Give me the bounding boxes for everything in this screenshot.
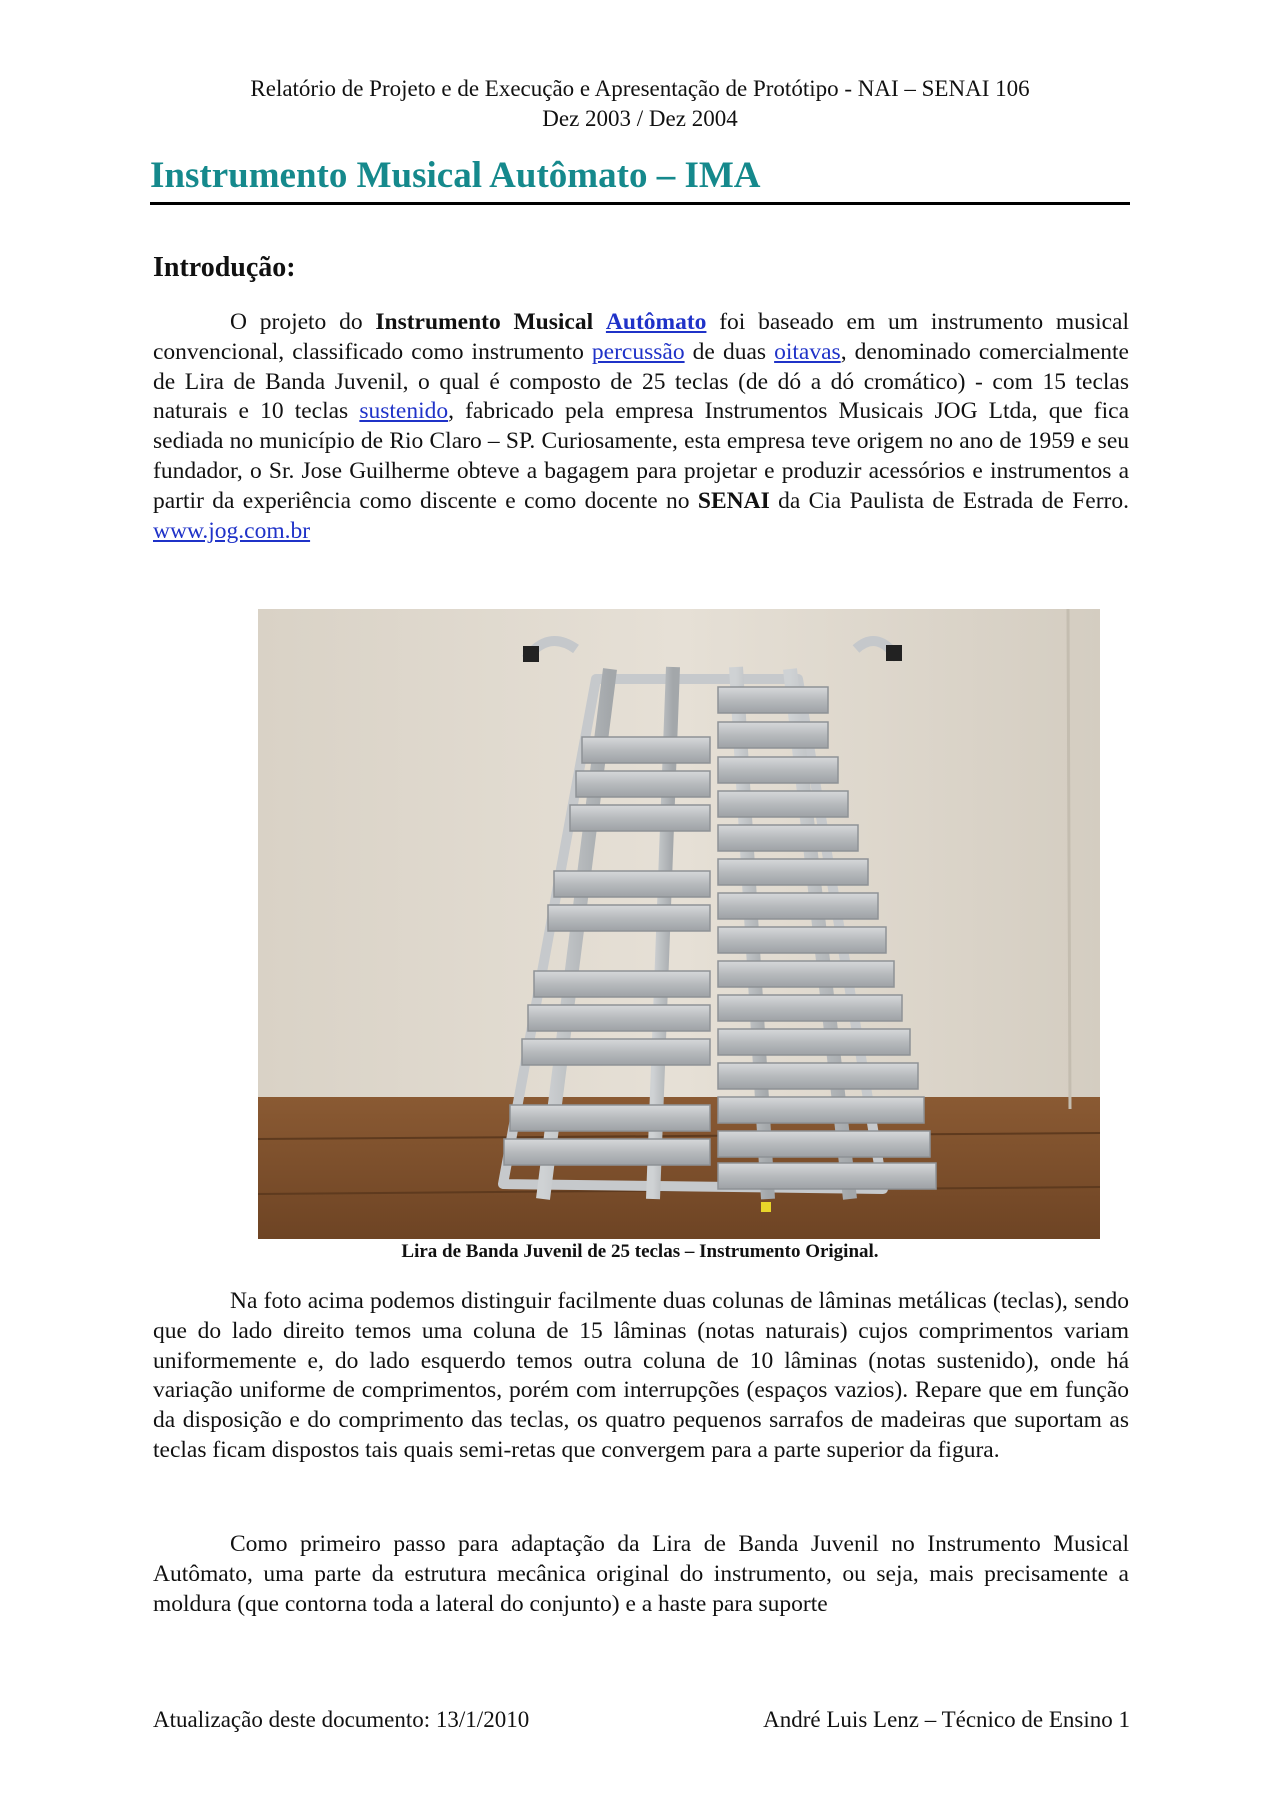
intro-paragraph xyxy=(153,308,1129,546)
intro-text-5: , denominado comercialmente de Lira de Banda Juvenil, o qual é composto de 25 teclas (de dó a dó cromático) - com 15 teclas naturais e 10 teclas xyxy=(153,338,1129,425)
header-line-1: Relatório de Projeto e de Execução e Apresentação de Protótipo - NAI – SENAI 106 xyxy=(250,76,1030,101)
document-title: Instrumento Musical Autômato – IMA xyxy=(150,155,761,196)
paragraph-photo-description: Na foto acima podemos distinguir facilmente duas colunas de lâminas metálicas (teclas), sendo que do lado direito temos uma coluna de 15 lâminas (notas naturais) cujos comprimentos variam uniformemente e, do lado esquerdo temos outra coluna de 10 lâminas (notas sustenido), onde há variação uniforme de comprimentos, porém com interrupções (espaços vazios). Repare que em função da disposição e do comprimento das teclas, os quatro pequenos sarrafos de madeiras que suportam as teclas ficam dispostos tais quais semi-retas que convergem para a parte superior da figura. xyxy=(153,1288,1129,1463)
link-automato[interactable]: Autômato xyxy=(605,309,707,335)
intro-bold-instrument: Instrumento Musical xyxy=(375,309,594,335)
footer-author-page: André Luis Lenz – Técnico de Ensino 1 xyxy=(763,1707,1130,1732)
intro-bold-senai: SENAI xyxy=(697,487,770,514)
link-percussao[interactable]: percussão xyxy=(591,338,685,365)
running-header xyxy=(150,74,1130,134)
link-sustenido[interactable]: sustenido xyxy=(359,398,449,425)
section-heading: Introdução: xyxy=(153,252,296,283)
header-line-2: Dez 2003 / Dez 2004 xyxy=(542,106,738,131)
intro-text-4: de duas xyxy=(684,338,775,365)
link-jog-website[interactable]: www.jog.com.br xyxy=(153,517,311,544)
intro-text-6: , fabricado pela empresa Instrumentos Musicais JOG Ltda, que fica sediada no município de Rio Claro – SP. Curiosamente, esta empresa teve origem no ano de 1959 e seu fundador, o Sr. Jose Guilherme obteve a bagagem para projetar e produzir acessórios e instrumentos a partir da experiência como discente e como docente no xyxy=(153,398,1129,514)
intro-text-7: da Cia Paulista de Estrada de Ferro. xyxy=(769,487,1129,514)
photo-caption: Lira de Banda Juvenil de 25 teclas – Instrumento Original. xyxy=(401,1241,879,1262)
intro-text-1: O projeto do xyxy=(230,309,376,335)
title-block xyxy=(150,154,1130,205)
link-oitavas[interactable]: oitavas xyxy=(774,338,841,365)
paragraph-adaptation: Como primeiro passo para adaptação da Lira de Banda Juvenil no Instrumento Musical Autômato, uma parte da estrutura mecânica original do instrumento, ou seja, mais precisamente a moldura (que contorna toda a lateral do conjunto) e a haste para suporte xyxy=(153,1531,1129,1617)
instrument-photo xyxy=(258,609,1100,1239)
footer-update-date: Atualização deste documento: 13/1/2010 xyxy=(153,1707,530,1732)
intro-text-2 xyxy=(593,309,606,335)
intro-text-3: foi baseado em um instrumento musical convencional, classificado como instrumento xyxy=(153,309,1129,365)
